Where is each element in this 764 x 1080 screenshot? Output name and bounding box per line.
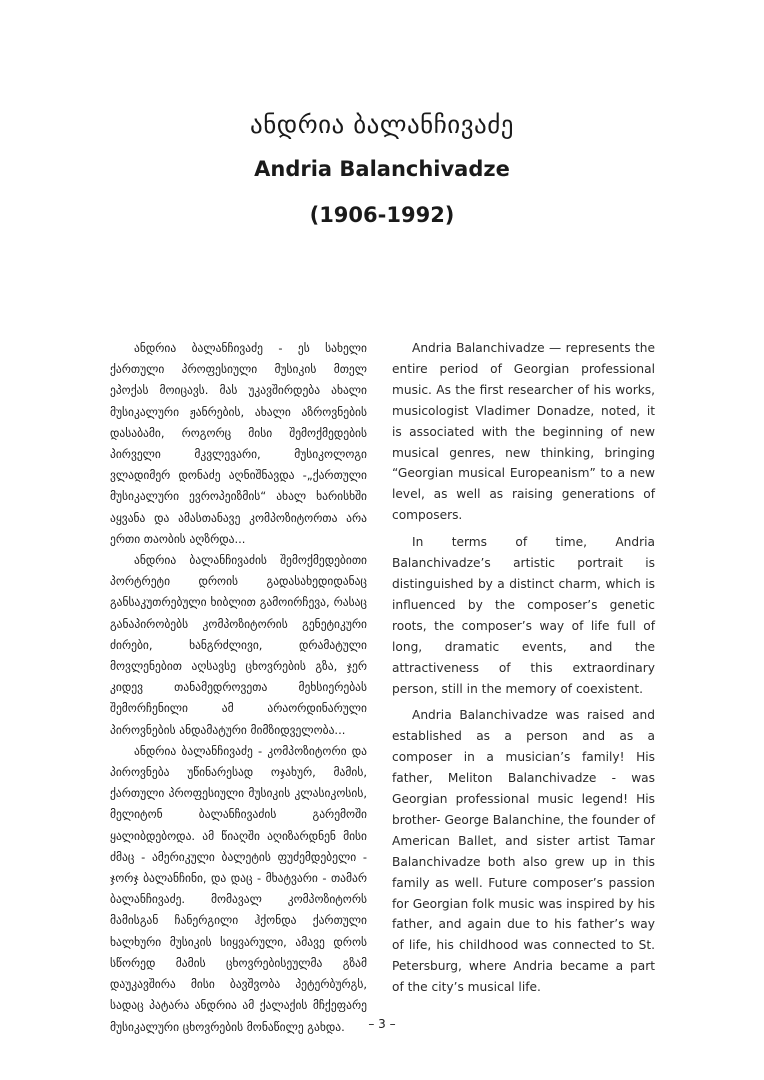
english-paragraph-2: In terms of time, Andria Balanchivadze’s artistic portrait is distinguished by a distinct charm, which is influenced by the composer’s genetic roots, the composer’s way of life full of long, dramatic events, and the attractiveness of this extraordinary person, still in the memory of coexistent. [392,535,655,696]
page-number: – 3 – [368,1017,396,1031]
georgian-paragraph-2: ანდრია ბალანჩივაძის შემოქმედებითი პორტრეტი დროის გადასახედიდანაც განსაკუთრებული ხიბლით გამოირჩევა, რასაც განაპირობებს კომპოზიტორის გენეტიკური ძირები, ხანგრძლივი, დრამატული მოვლენებით აღსავსე ცხოვრების გზა, ჯერ კიდევ თანამედროვეთა მეხსიერებას შემორჩენილი ამ არაორდინარული პიროვნების ანდამატური მიმზიდველობა... [110,553,367,737]
english-text-column [392,338,655,1004]
georgian-paragraph-3: ანდრია ბალანჩივაძე - კომპოზიტორი და პიროვნება უწინარესად ოჯახურ, მამის, ქართული პროფესიული მუსიკის კლასიკოსის, მელიტონ ბალანჩივაძის გარემოში ყალიბდებოდა. ამ წიაღში აღიზარდნენ მისი ძმაც - ამერიკული ბალეტის ფუძემდებელი - ჯორჯ ბალანჩინი, და დაც - მხატვარი - თამარ ბალანჩივაძე. მომავალ კომპოზიტორს მამისგან ჩანერგილი ჰქონდა ქართული ხალხური მუსიკის სიყვარული, ამავე დროს სწორედ მამის ცხოვრებისეულმა გზამ დაუკავშირა მისი ბავშვობა პეტერბურგს, სადაც პატარა ანდრია ამ ქალაქის მჩქეფარე მუსიკალური ცხოვრების მონაწილე გახდა. [110,743,367,1034]
georgian-paragraph-1: ანდრია ბალანჩივაძე - ეს სახელი ქართული პროფესიული მუსიკის მთელ ეპოქას მოიცავს. მას უკავშირდება ახალი მუსიკალური ჟანრების, ახალი აზროვნების დასაბამი, როგორც მისი შემოქმედების პირველი მკვლევარი, მუსიკოლოგი ვლადიმერ დონაძე აღნიშნავდა -„ქართული მუსიკალური ევროპეიზმის“ ახალ ხარისხში აყვანა და ამასთანავე კომპოზიტორთა არა ერთი თაობის აღზრდა... [110,341,367,546]
english-paragraph-3: Andria Balanchivadze was raised and established as a person and as a composer in a musician’s family! His father, Meliton Balanchivadze - was Georgian professional music legend! His brother- George Balanchine, the founder of American Ballet, and sister artist Tamar Balanchivadze both also grew up in this family as well. Future composer’s passion for Georgian folk music was inspired by his father, and again due to his father’s way of life, his childhood was connected to St. Petersburg, where Andria became a part of the city’s musical life. [392,708,655,995]
title-years: (1906-1992) [309,203,455,227]
english-paragraph-1: Andria Balanchivadze — represents the entire period of Georgian professional music. As the first researcher of his works, musicologist Vladimer Donadze, noted, it is associated with the beginning of new musical genres, new thinking, bringing “Georgian musical Europeanism” to a new level, as well as raising generations of composers. [392,341,655,523]
title-english: Andria Balanchivadze [254,157,510,181]
georgian-text-column [110,338,367,1038]
title-georgian: ანდრია ბალანჩივაძე [250,110,514,139]
